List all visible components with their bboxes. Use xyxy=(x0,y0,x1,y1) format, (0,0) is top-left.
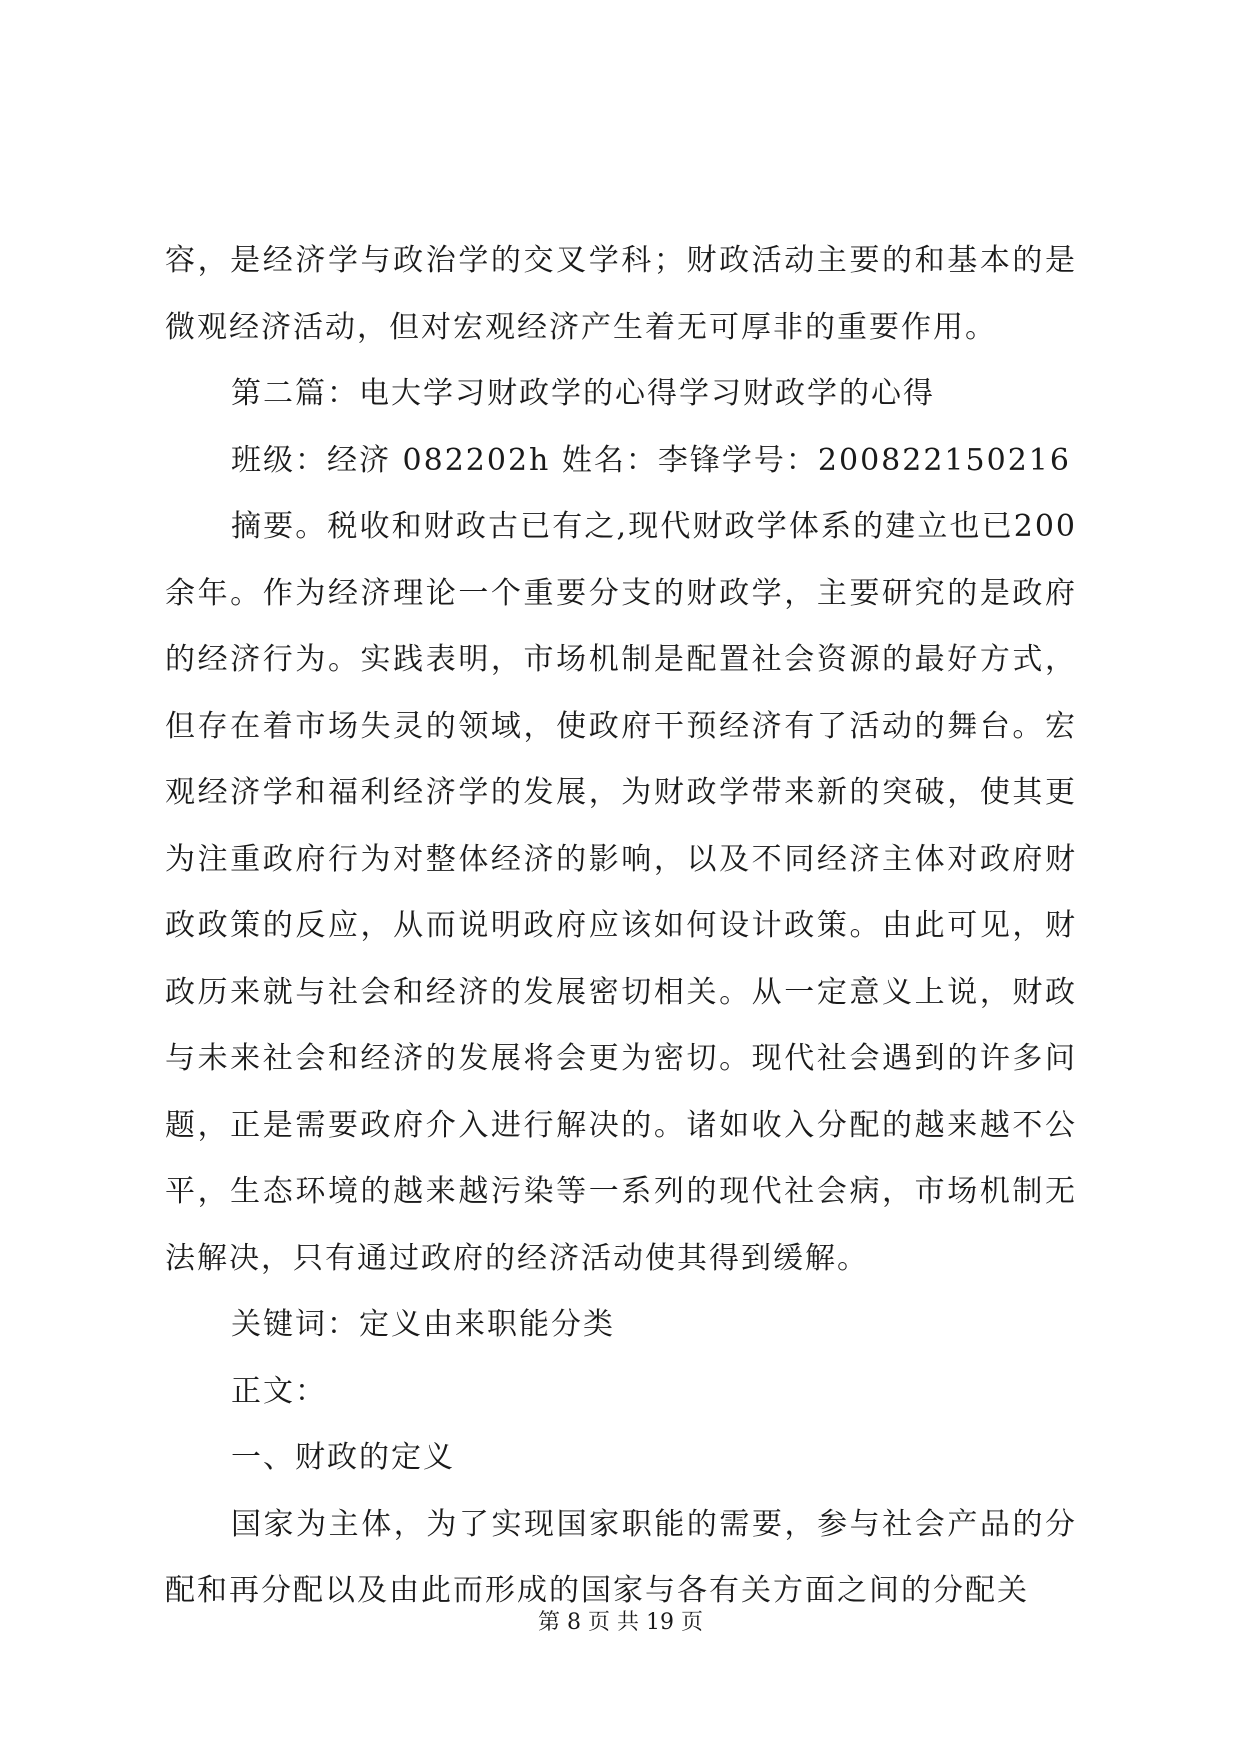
page-footer xyxy=(0,1608,1241,1638)
paragraph-heading-1: 一、财政的定义 xyxy=(231,1440,455,1475)
document-body xyxy=(165,228,1077,1625)
paragraph-definition: 国家为主体，为了实现国家职能的需要，参与社会产品的分配和再分配以及由此而形成的国家与各有关方面之间的分配关 xyxy=(165,1506,1077,1608)
paragraph-abstract: 摘要。税收和财政古已有之,现代财政学体系的建立也已200余年。作为经济理论一个重要分支的财政学，主要研究的是政府的经济行为。实践表明，市场机制是配置社会资源的最好方式，但存在着市场失灵的领域，使政府干预经济有了活动的舞台。宏观经济学和福利经济学的发展，为财政学带来新的突破，使其更为注重政府行为对整体经济的影响，以及不同经济主体对政府财政政策的反应，从而说明政府应该如何设计政策。由此可见，财政历来就与社会和经济的发展密切相关。从一定意义上说，财政与未来社会和经济的发展将会更为密切。现代社会遇到的许多问题，正是需要政府介入进行解决的。诸如收入分配的越来越不公平，生态环境的越来越污染等一系列的现代社会病，市场机制无法解决，只有通过政府的经济活动使其得到缓解。 xyxy=(165,509,1077,1276)
paragraph-section-title: 第二篇：电大学习财政学的心得学习财政学的心得 xyxy=(231,376,935,411)
paragraph-author-info: 班级：经济 082202h 姓名：李锋学号：200822150216 xyxy=(231,442,1071,478)
paragraph-keywords: 关键词：定义由来职能分类 xyxy=(231,1307,615,1342)
paragraph-body-label: 正文： xyxy=(231,1373,327,1409)
paragraph-continuation: 容，是经济学与政治学的交叉学科；财政活动主要的和基本的是微观经济活动，但对宏观经济产生着无可厚非的重要作用。 xyxy=(165,243,1077,345)
page-number-label: 第 8 页 共 19 页 xyxy=(538,1610,703,1635)
